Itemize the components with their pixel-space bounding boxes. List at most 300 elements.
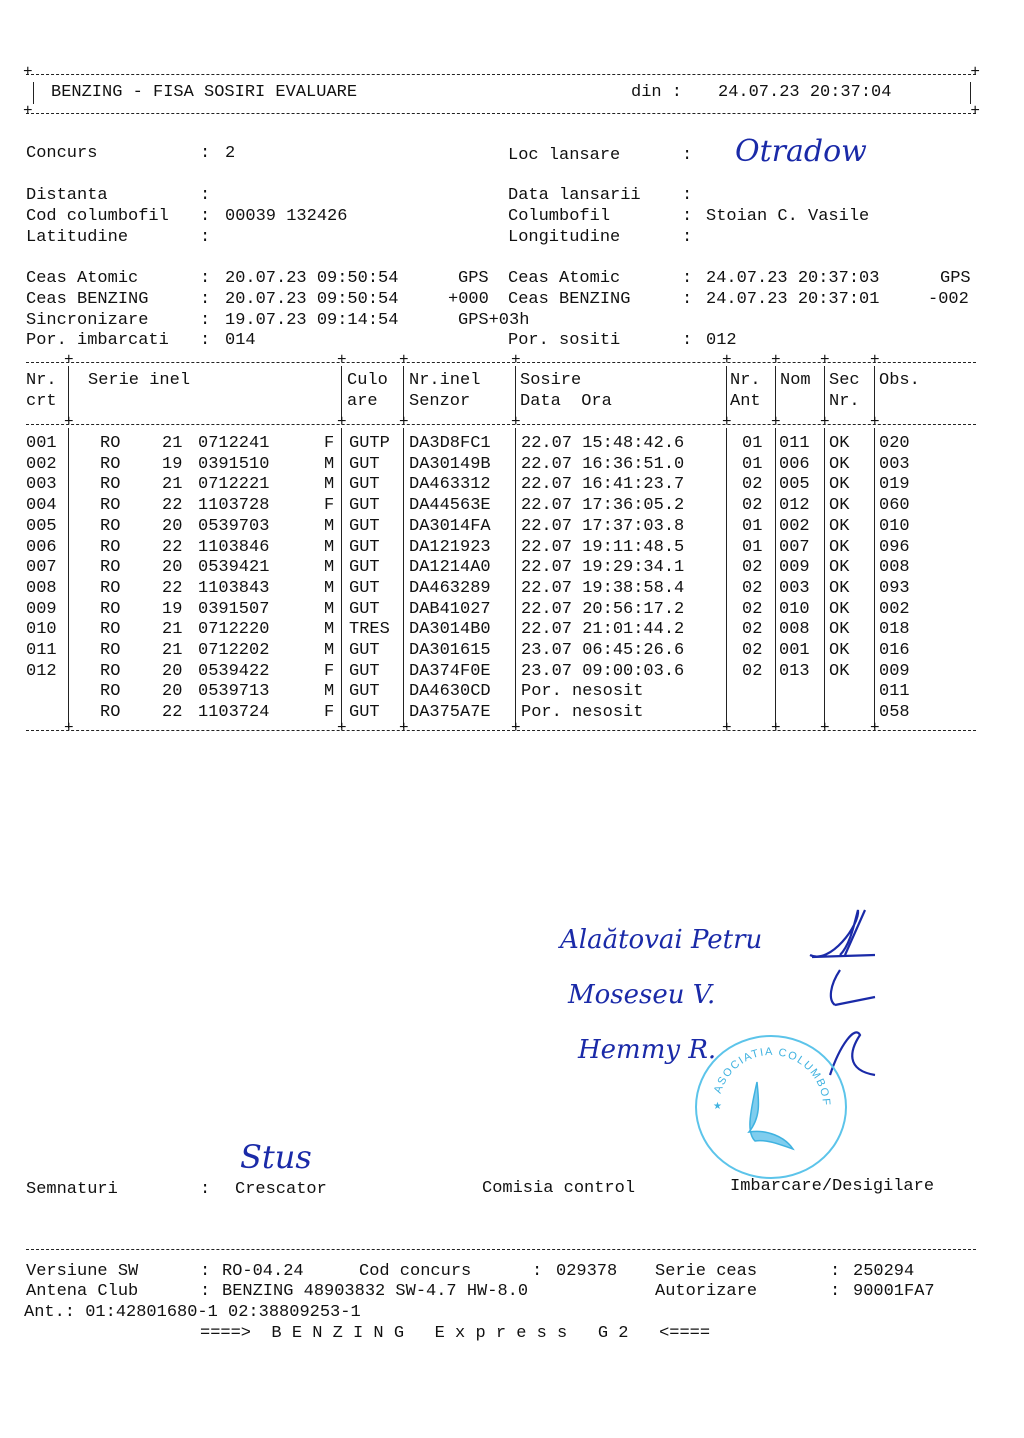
- footer-divider: [26, 1249, 976, 1250]
- cell-nom: 002: [779, 516, 810, 536]
- cell-ant: 02: [742, 578, 763, 598]
- column-separator: [824, 428, 825, 728]
- info-cod-columbofil: Cod columbofil: [26, 207, 169, 226]
- cell-arrival: 23.07 06:45:26.6: [521, 641, 685, 660]
- table-junction: +: [64, 351, 74, 369]
- cell-sex: F: [324, 661, 335, 681]
- info-ceas-atomic-right-value: 24.07.23 20:37:03: [706, 269, 880, 288]
- header-nr-crt: Nr. crt: [26, 371, 57, 411]
- cell-sex: M: [324, 682, 335, 702]
- cell-obs: 018: [879, 620, 910, 640]
- info-por-imbarcati: Por. imbarcati: [26, 331, 169, 350]
- footer-cod-concurs-label: Cod concurs: [359, 1262, 472, 1281]
- info-ceas-atomic-left-suffix: GPS: [458, 269, 489, 288]
- pigeon-stamp-icon: [697, 1037, 845, 1177]
- info-longitudine: Longitudine: [508, 228, 621, 247]
- handwritten-loc-lansare: Otradow: [735, 134, 867, 169]
- table-row: [26, 517, 976, 538]
- cell-sec: OK: [829, 620, 850, 640]
- table-junction: +: [511, 413, 521, 431]
- info-ceas-benzing-right-suffix: -002: [928, 290, 969, 309]
- cell-year: 21: [162, 620, 183, 640]
- table-junction: +: [820, 718, 830, 737]
- info-columbofil-value: Stoian C. Vasile: [706, 207, 870, 226]
- column-separator: [726, 428, 727, 728]
- table-junction: +: [337, 718, 347, 737]
- cell-sec: OK: [829, 641, 850, 660]
- cell-color: GUT: [349, 454, 380, 474]
- info-latitudine: Latitudine: [26, 228, 129, 247]
- info-distanta: Distanta: [26, 186, 108, 205]
- cell-nom: 008: [779, 620, 810, 640]
- column-separator: [775, 428, 776, 728]
- cell-sensor: DA3014B0: [409, 620, 491, 640]
- cell-nom: 001: [779, 641, 810, 660]
- info-colon: :: [200, 1282, 211, 1301]
- column-separator: [726, 366, 727, 420]
- cell-obs: 020: [879, 434, 910, 453]
- info-ceas-atomic-left: Ceas Atomic: [26, 269, 139, 288]
- info-colon: :: [682, 331, 693, 350]
- handwritten-breeder-signature: Stus: [240, 1138, 312, 1176]
- cell-sensor: DA1214A0: [409, 558, 491, 578]
- table-row: [26, 600, 976, 621]
- cell-sec: OK: [829, 496, 850, 516]
- cell-obs: 003: [879, 454, 910, 474]
- column-separator: [775, 366, 776, 420]
- cell-color: GUT: [349, 661, 380, 681]
- header-nom: Nom: [780, 371, 811, 390]
- cell-obs: 008: [879, 558, 910, 578]
- cell-nom: 013: [779, 661, 810, 681]
- cell-year: 20: [162, 682, 183, 702]
- footer-serie-ceas-label: Serie ceas: [655, 1262, 758, 1281]
- header-sec-nr: Sec Nr.: [829, 371, 860, 411]
- cell-nr: 003: [26, 475, 57, 495]
- cell-sensor: DA375A7E: [409, 703, 491, 723]
- info-ceas-atomic-right-suffix: GPS: [940, 269, 971, 288]
- cell-sensor: DA3014FA: [409, 516, 491, 536]
- table-junction: +: [870, 718, 880, 737]
- table-junction: +: [820, 413, 830, 431]
- cell-arrival: 22.07 16:41:23.7: [521, 475, 685, 495]
- info-colon: :: [682, 207, 693, 226]
- cell-country: RO: [100, 475, 121, 495]
- svg-text:★: ★: [713, 1101, 722, 1112]
- table-junction: +: [870, 351, 880, 369]
- header-obs: Obs.: [879, 371, 920, 390]
- column-separator: [403, 366, 404, 420]
- cell-nom: 007: [779, 537, 810, 557]
- cell-obs: 002: [879, 599, 910, 619]
- table-row: [26, 703, 976, 724]
- cell-nom: 012: [779, 496, 810, 516]
- title-bottom-border: [26, 113, 976, 114]
- cell-year: 22: [162, 578, 183, 598]
- cell-nr: 002: [26, 454, 57, 474]
- cell-sex: M: [324, 599, 335, 619]
- cell-year: 22: [162, 703, 183, 723]
- cell-arrival: 23.07 09:00:03.6: [521, 661, 685, 681]
- cell-sex: M: [324, 475, 335, 495]
- cell-year: 22: [162, 537, 183, 557]
- info-colon: :: [830, 1282, 841, 1301]
- cell-nr: 001: [26, 434, 57, 453]
- cell-country: RO: [100, 599, 121, 619]
- cell-year: 22: [162, 496, 183, 516]
- info-colon: :: [200, 290, 211, 309]
- info-sincronizare-suffix: GPS+03h: [458, 311, 530, 330]
- cell-color: GUT: [349, 682, 380, 702]
- info-columbofil: Columbofil: [508, 207, 611, 226]
- cell-country: RO: [100, 537, 121, 557]
- title-box: [26, 70, 976, 118]
- cell-color: GUTP: [349, 434, 390, 453]
- cell-sec: OK: [829, 537, 850, 557]
- cell-arrival: 22.07 17:36:05.2: [521, 496, 685, 516]
- info-colon: :: [200, 1180, 211, 1199]
- signature-commission-label: Comisia control: [482, 1179, 636, 1198]
- cell-sensor: DA30149B: [409, 454, 491, 474]
- info-colon: :: [200, 228, 211, 247]
- info-concurs: Concurs: [26, 144, 98, 163]
- cell-obs: 093: [879, 578, 910, 598]
- table-junction: +: [870, 413, 880, 431]
- info-ceas-benzing-right-value: 24.07.23 20:37:01: [706, 290, 880, 309]
- info-sincronizare-value: 19.07.23 09:14:54: [225, 311, 399, 330]
- cell-obs: 009: [879, 661, 910, 681]
- footer-antena-club-label: Antena Club: [26, 1282, 139, 1301]
- cell-sensor: DA4630CD: [409, 682, 491, 702]
- cell-sex: F: [324, 703, 335, 723]
- cell-year: 19: [162, 454, 183, 474]
- table-junction: +: [64, 718, 74, 737]
- table-junction: +: [337, 351, 347, 369]
- cell-year: 20: [162, 661, 183, 681]
- info-colon: :: [830, 1262, 841, 1281]
- cell-year: 19: [162, 599, 183, 619]
- table-row: [26, 620, 976, 641]
- cell-sensor: DAB41027: [409, 599, 491, 619]
- cell-sex: M: [324, 537, 335, 557]
- page-title: BENZING - FISA SOSIRI EVALUARE: [51, 83, 358, 102]
- cell-ant: 02: [742, 599, 763, 619]
- cell-ring: 0391507: [198, 599, 270, 619]
- cell-color: GUT: [349, 537, 380, 557]
- table-row: [26, 475, 976, 496]
- info-colon: :: [532, 1262, 543, 1281]
- cell-country: RO: [100, 496, 121, 516]
- info-colon: :: [682, 269, 693, 288]
- info-ceas-atomic-left-value: 20.07.23 09:50:54: [225, 269, 399, 288]
- cell-obs: 096: [879, 537, 910, 557]
- info-por-sositi: Por. sositi: [508, 331, 621, 350]
- cell-sensor: DA374F0E: [409, 661, 491, 681]
- cell-ant: 02: [742, 620, 763, 640]
- column-separator: [824, 366, 825, 420]
- svg-text:ASOCIATIA COLUMBOFILA: [697, 1037, 832, 1107]
- cell-obs: 060: [879, 496, 910, 516]
- cell-ring: 0712241: [198, 434, 270, 453]
- cell-ring: 1103724: [198, 703, 270, 723]
- cell-sensor: DA121923: [409, 537, 491, 557]
- info-colon: :: [682, 290, 693, 309]
- cell-color: GUT: [349, 516, 380, 536]
- table-junction: +: [399, 413, 409, 431]
- cell-nr: 012: [26, 661, 57, 681]
- cell-sec: OK: [829, 475, 850, 495]
- footer-cod-concurs: 029378: [556, 1262, 618, 1281]
- table-row: [26, 434, 976, 455]
- footer-versiune-sw: RO-04.24: [222, 1262, 304, 1281]
- cell-ring: 0712220: [198, 620, 270, 640]
- cell-sex: M: [324, 558, 335, 578]
- cell-sec: OK: [829, 454, 850, 474]
- cell-ring: 0539703: [198, 516, 270, 536]
- info-ceas-benzing-left: Ceas BENZING: [26, 290, 149, 309]
- table-row: [26, 455, 976, 476]
- info-colon: :: [200, 186, 211, 205]
- info-ceas-benzing-right: Ceas BENZING: [508, 290, 631, 309]
- signatures-label: Semnaturi: [26, 1180, 118, 1199]
- table-junction: +: [64, 413, 74, 431]
- cell-country: RO: [100, 516, 121, 536]
- cell-color: GUT: [349, 558, 380, 578]
- table-row: [26, 682, 976, 703]
- footer-brand-line: ====> B E N Z I N G E x p r e s s G 2 <====: [200, 1324, 711, 1343]
- cell-country: RO: [100, 661, 121, 681]
- column-separator: [515, 428, 516, 728]
- cell-ant: 02: [742, 558, 763, 578]
- cell-nr: 008: [26, 578, 57, 598]
- cell-ant: 02: [742, 641, 763, 660]
- cell-arrival: 22.07 15:48:42.6: [521, 434, 685, 453]
- cell-country: RO: [100, 682, 121, 702]
- cell-ring: 1103843: [198, 578, 270, 598]
- table-top-border: [26, 362, 976, 363]
- column-separator: [341, 366, 342, 420]
- title-top-border: [26, 74, 976, 75]
- date-value: 24.07.23 20:37:04: [718, 83, 892, 102]
- cell-arrival: Por. nesosit: [521, 703, 644, 723]
- cell-obs: 058: [879, 703, 910, 723]
- cell-nr: 010: [26, 620, 57, 640]
- cell-ant: 01: [742, 516, 763, 536]
- cell-arrival: 22.07 19:11:48.5: [521, 537, 685, 557]
- cell-color: GUT: [349, 641, 380, 660]
- info-colon: :: [682, 146, 693, 165]
- info-colon: :: [200, 311, 211, 330]
- footer-autorizare-label: Autorizare: [655, 1282, 758, 1301]
- cell-year: 20: [162, 558, 183, 578]
- cell-nr: 005: [26, 516, 57, 536]
- table-junction: +: [771, 413, 781, 431]
- handwritten-name-3: Hemmy R.: [578, 1035, 717, 1065]
- cell-nom: 009: [779, 558, 810, 578]
- info-concurs-value: 2: [225, 144, 236, 163]
- table-row: [26, 538, 976, 559]
- cell-obs: 019: [879, 475, 910, 495]
- column-separator: [68, 366, 69, 420]
- cell-ring: 1103846: [198, 537, 270, 557]
- column-separator: [68, 428, 69, 728]
- info-colon: :: [200, 269, 211, 288]
- cell-nom: 006: [779, 454, 810, 474]
- footer-autorizare: 90001FA7: [853, 1282, 935, 1301]
- cell-ant: 02: [742, 661, 763, 681]
- cell-sensor: DA44563E: [409, 496, 491, 516]
- cell-obs: 011: [879, 682, 910, 702]
- cell-year: 21: [162, 475, 183, 495]
- table-junction: +: [722, 351, 732, 369]
- cell-country: RO: [100, 454, 121, 474]
- cell-nom: 005: [779, 475, 810, 495]
- column-separator: [874, 428, 875, 728]
- table-junction: +: [337, 413, 347, 431]
- cell-sec: OK: [829, 434, 850, 453]
- cell-ant: 01: [742, 537, 763, 557]
- info-cod-columbofil-value: 00039 132426: [225, 207, 348, 226]
- title-left-bar: [33, 82, 34, 104]
- cell-country: RO: [100, 703, 121, 723]
- cell-country: RO: [100, 558, 121, 578]
- cell-sensor: DA463289: [409, 578, 491, 598]
- table-junction: +: [820, 351, 830, 369]
- footer-antena-club: BENZING 48903832 SW-4.7 HW-8.0: [222, 1282, 529, 1301]
- cell-ring: 0391510: [198, 454, 270, 474]
- info-ceas-benzing-left-suffix: +000: [448, 290, 489, 309]
- cell-arrival: 22.07 19:38:58.4: [521, 578, 685, 598]
- cell-color: GUT: [349, 703, 380, 723]
- cell-sensor: DA3D8FC1: [409, 434, 491, 453]
- info-colon: :: [200, 1262, 211, 1281]
- cell-country: RO: [100, 578, 121, 598]
- table-bottom-border: [26, 730, 976, 731]
- footer-antennas: Ant.: 01:42801680-1 02:38809253-1: [24, 1303, 361, 1322]
- cell-ant: 01: [742, 434, 763, 453]
- cell-sex: M: [324, 641, 335, 660]
- cell-ant: 02: [742, 496, 763, 516]
- stamp-text: ASOCIATIA COLUMBOF: [711, 1045, 833, 1108]
- cell-arrival: Por. nesosit: [521, 682, 644, 702]
- table-row: [26, 496, 976, 517]
- cell-sex: M: [324, 620, 335, 640]
- cell-ant: 02: [742, 475, 763, 495]
- cell-sensor: DA463312: [409, 475, 491, 495]
- cell-arrival: 22.07 21:01:44.2: [521, 620, 685, 640]
- info-por-imbarcati-value: 014: [225, 331, 256, 350]
- cell-arrival: 22.07 17:37:03.8: [521, 516, 685, 536]
- cell-nom: 003: [779, 578, 810, 598]
- column-separator: [341, 428, 342, 728]
- column-separator: [515, 366, 516, 420]
- table-junction: +: [399, 718, 409, 737]
- info-ceas-benzing-left-value: 20.07.23 09:50:54: [225, 290, 399, 309]
- cell-ring: 1103728: [198, 496, 270, 516]
- handwritten-name-2: Moseseu V.: [568, 980, 716, 1010]
- cell-ring: 0539422: [198, 661, 270, 681]
- cell-color: GUT: [349, 578, 380, 598]
- cell-ring: 0539713: [198, 682, 270, 702]
- info-por-sositi-value: 012: [706, 331, 737, 350]
- cell-sec: OK: [829, 516, 850, 536]
- cell-nom: 010: [779, 599, 810, 619]
- cell-color: GUT: [349, 496, 380, 516]
- table-junction: +: [771, 351, 781, 369]
- header-nr-ant: Nr. Ant: [730, 371, 761, 411]
- info-colon: :: [682, 228, 693, 247]
- cell-ring: 0539421: [198, 558, 270, 578]
- cell-nr: 006: [26, 537, 57, 557]
- cell-country: RO: [100, 641, 121, 660]
- cell-nr: 011: [26, 641, 57, 660]
- info-colon: :: [200, 144, 211, 163]
- cell-year: 21: [162, 434, 183, 453]
- cell-sex: F: [324, 434, 335, 453]
- info-colon: :: [200, 331, 211, 350]
- cell-nr: 009: [26, 599, 57, 619]
- cell-arrival: 22.07 16:36:51.0: [521, 454, 685, 474]
- info-colon: :: [200, 207, 211, 226]
- cell-sec: OK: [829, 661, 850, 681]
- table-row: [26, 579, 976, 600]
- cell-sex: M: [324, 578, 335, 598]
- title-right-bar: [970, 82, 971, 104]
- table-junction: +: [722, 718, 732, 737]
- cell-sec: OK: [829, 578, 850, 598]
- cell-nom: 011: [779, 434, 810, 453]
- table-junction: +: [722, 413, 732, 431]
- cell-sec: OK: [829, 558, 850, 578]
- column-separator: [874, 366, 875, 420]
- cell-sensor: DA301615: [409, 641, 491, 660]
- info-colon: :: [682, 186, 693, 205]
- cell-ring: 0712221: [198, 475, 270, 495]
- cell-color: TRES: [349, 620, 390, 640]
- cell-color: GUT: [349, 599, 380, 619]
- handwritten-name-1: Alaătovai Petru: [560, 925, 763, 955]
- footer-versiune-sw-label: Versiune SW: [26, 1262, 139, 1281]
- footer-serie-ceas: 250294: [853, 1262, 915, 1281]
- cell-arrival: 22.07 19:29:34.1: [521, 558, 685, 578]
- info-sincronizare: Sincronizare: [26, 311, 149, 330]
- table-row: [26, 641, 976, 662]
- club-stamp: [695, 1035, 847, 1179]
- header-nr-inel-senzor: Nr.inel Senzor: [409, 371, 481, 411]
- table-junction: +: [771, 718, 781, 737]
- table-junction: +: [511, 351, 521, 369]
- signature-breeder-label: Crescator: [235, 1180, 327, 1199]
- cell-nr: 007: [26, 558, 57, 578]
- column-separator: [403, 428, 404, 728]
- cell-nr: 004: [26, 496, 57, 516]
- cell-obs: 016: [879, 641, 910, 660]
- info-loc-lansare: Loc lansare: [508, 146, 621, 165]
- header-sosire: Sosire Data Ora: [520, 371, 612, 411]
- table-header-border: [26, 424, 976, 425]
- cell-ring: 0712202: [198, 641, 270, 660]
- table-junction: +: [399, 351, 409, 369]
- signature-boarding-label: Imbarcare/Desigilare: [730, 1177, 935, 1196]
- cell-sex: M: [324, 516, 335, 536]
- table-row: [26, 558, 976, 579]
- header-culoare: Culo are: [347, 371, 388, 411]
- cell-sec: OK: [829, 599, 850, 619]
- cell-sex: F: [324, 496, 335, 516]
- cell-color: GUT: [349, 475, 380, 495]
- info-ceas-atomic-right: Ceas Atomic: [508, 269, 621, 288]
- cell-sex: M: [324, 454, 335, 474]
